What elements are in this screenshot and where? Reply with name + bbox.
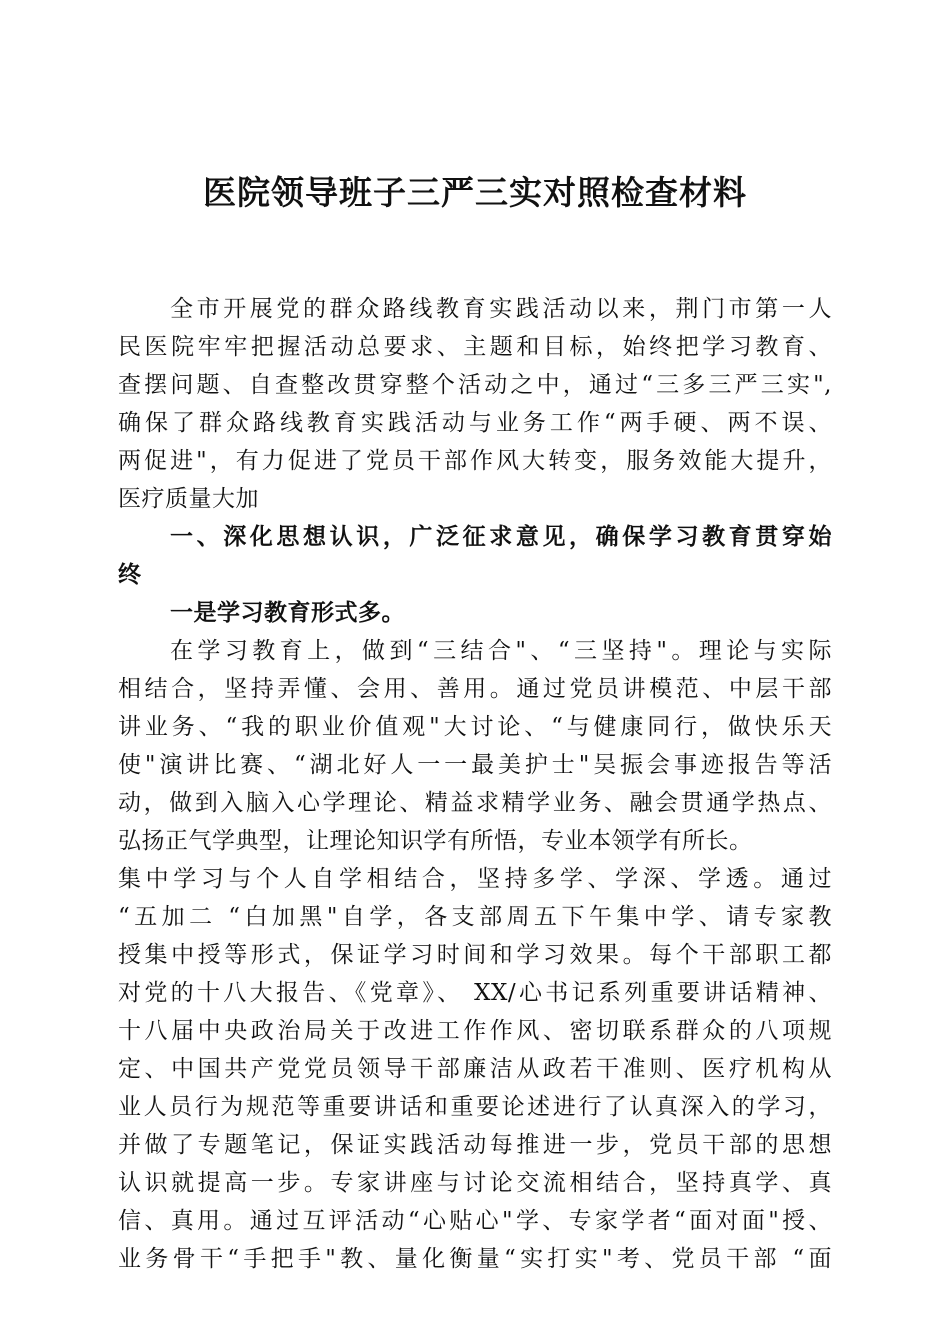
text-line: 集中学习与个人自学相结合，坚持多学、学深、学透。通过	[118, 866, 832, 892]
text-line: 在学习教育上，做到“三结合"、“三坚持"。理论与实际	[170, 638, 832, 664]
text-line: 确保了群众路线教育实践活动与业务工作“两手硬、两不误、	[118, 410, 832, 436]
text-line: 信、真用。通过互评活动“心贴心"学、专家学者“面对面"授、	[118, 1208, 832, 1234]
section-heading	[118, 518, 832, 594]
text-line: 相结合，坚持弄懂、会用、善用。通过党员讲模范、中层干部	[118, 676, 832, 702]
paragraph-main	[118, 632, 832, 1278]
heading-line: 终	[118, 561, 142, 588]
text-line: 两促进"，有力促进了党员干部作风大转变，服务效能大提升，	[118, 448, 832, 474]
text-line: 民医院牢牢把握活动总要求、主题和目标，始终把学习教育、	[118, 334, 832, 360]
text-line: 对党的十八大报告、《党章》、 XX/心书记系列重要讲话精神、	[118, 980, 832, 1006]
text-line: 医疗质量大加	[118, 486, 259, 512]
text-line: 十八届中央政治局关于改进工作作风、密切联系群众的八项规	[118, 1018, 832, 1044]
text-line: 使"演讲比赛、“湖北好人一一最美护士"吴振会事迹报告等活	[118, 752, 832, 778]
text-line: 定、中国共产党党员领导干部廉洁从政若干准则、医疗机构从	[118, 1056, 832, 1082]
text-line: “五加二 “白加黑"自学，各支部周五下午集中学、请专家教	[118, 904, 832, 930]
text-line: 讲业务、“我的职业价值观"大讨论、“与健康同行，做快乐天	[118, 714, 832, 740]
text-line: 业人员行为规范等重要讲话和重要论述进行了认真深入的学习，	[118, 1094, 832, 1120]
document-body	[118, 290, 832, 1278]
paragraph-intro	[118, 290, 832, 518]
text-line: 业务骨干“手把手"教、量化衡量“实打实"考、党员干部 “面	[118, 1246, 832, 1272]
document-title: 医院领导班子三严三实对照检查材料	[203, 173, 747, 212]
text-line: 认识就提高一步。专家讲座与讨论交流相结合，坚持真学、真	[118, 1170, 832, 1196]
text-line: 弘扬正气学典型，让理论知识学有所悟，专业本领学有所长。	[118, 828, 753, 854]
text-line: 授集中授等形式，保证学习时间和学习效果。每个干部职工都	[118, 942, 832, 968]
heading-line: 一是学习教育形式多。	[170, 599, 405, 626]
text-line: 查摆问题、自查整改贯穿整个活动之中，通过“三多三严三实",	[118, 372, 832, 398]
subsection-heading	[118, 594, 832, 632]
text-line: 全市开展党的群众路线教育实践活动以来，荆门市第一人	[170, 296, 832, 322]
heading-line: 一、深化思想认识，广泛征求意见，确保学习教育贯穿始	[170, 523, 832, 550]
text-line: 并做了专题笔记，保证实践活动每推进一步，党员干部的思想	[118, 1132, 832, 1158]
text-line: 动，做到入脑入心学理论、精益求精学业务、融会贯通学热点、	[118, 790, 832, 816]
